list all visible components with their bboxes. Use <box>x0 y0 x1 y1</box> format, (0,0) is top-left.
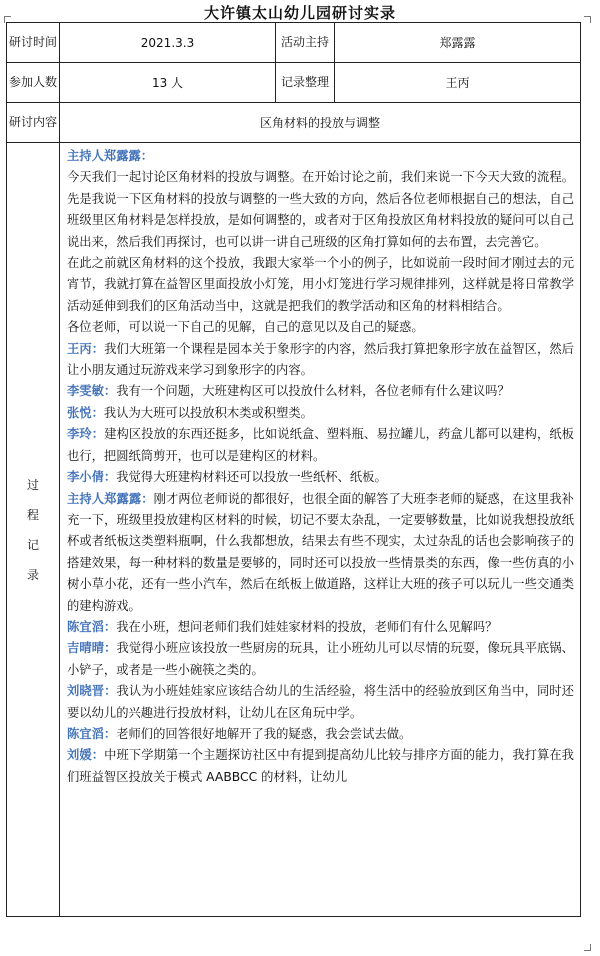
speaker-name: 主持人郑露露： <box>67 491 154 506</box>
page-corner-mark <box>584 944 591 951</box>
record-paragraph <box>67 146 574 167</box>
speech-text: 今天我们一起讨论区角材料的投放与调整。在开始讨论之前，我们来说一下今天大致的流程。先是我说一下区角材料的投放与调整的一些大致的方向，然后各位老师根据自己的想法，自己班级里区角材料是怎样投放，是如何调整的，或者对于区角投放区角材料投放的疑问可以自己说出来，然后我们再探讨，也可以讲一讲自己班级的区角打算如何的去布置，去完善它。 <box>67 170 574 249</box>
speaker-name: 李雯敏： <box>67 384 117 399</box>
speaker-name: 陈宜滔： <box>67 726 117 741</box>
count-value: 13 人 <box>60 63 276 103</box>
record-paragraph <box>67 489 574 617</box>
record-paragraph <box>67 339 574 382</box>
date-value: 2021.3.3 <box>60 23 276 63</box>
host-label: 活动主持 <box>276 23 335 63</box>
speaker-name: 刘媛： <box>67 748 105 763</box>
speaker-name: 刘晓晋： <box>67 684 117 699</box>
process-label <box>7 143 60 917</box>
recorder-label: 记录整理 <box>276 63 335 103</box>
record-paragraph <box>67 317 574 338</box>
speaker-name: 陈宜滔： <box>67 619 117 634</box>
speaker-name: 吉晴晴： <box>67 641 117 656</box>
speech-text: 我觉得大班建构材料还可以投放一些纸杯、纸板。 <box>116 470 387 485</box>
document-title: 大许镇太山幼儿园研讨实录 <box>203 4 396 22</box>
speech-text: 中班下学期第一个主题探访社区中有提到提高幼儿比较与排序方面的能力，我打算在我们班益智区投放关于模式 AABBCC 的材料，让幼儿 <box>67 748 574 784</box>
speech-text: 我觉得小班应该投放一些厨房的玩具，让小班幼儿可以尽情的玩耍，像玩具平底锅、小铲子，或者是一些小碗筷之类的。 <box>67 641 574 677</box>
speech-text: 在此之前就区角材料的这个投放，我跟大家举一个小的例子，比如说前一段时间才刚过去的元宵节，我就打算在益智区里面投放小灯笼，用小灯笼进行学习规律排列，这样就是将日常教学活动延伸到我们的区角活动当中，这就是把我们的教学活动和区角的材料相结合。 <box>67 256 574 313</box>
process-record-text <box>60 143 580 916</box>
speech-text: 刚才两位老师说的都很好，也很全面的解答了大班李老师的疑惑，在这里我补充一下，班级里投放建构区材料的时候，切记不要太杂乱，一定要够数量，比如说我想投放纸杯或者纸板这类塑料瓶啊，什么我都想放，结果去有些不现实，太过杂乱的话也会影响孩子的搭建效果，每一种材料的数量是要够的，同时还可以投放一些情景类的东西，像一些仿真的小树小草小花，还有一些小汽车，然后在纸板上做道路，这样让大班的孩子可以玩儿一些交通类的建构游戏。 <box>67 491 574 613</box>
record-table <box>6 22 581 917</box>
speaker-name: 张悦： <box>67 405 104 420</box>
record-paragraph <box>67 745 574 788</box>
record-paragraph <box>67 617 574 638</box>
count-label: 参加人数 <box>7 63 60 103</box>
speech-text: 建构区投放的东西还挺多，比如说纸盒、塑料瓶、易拉罐儿，药盒儿都可以建构，纸板也行，把圆纸筒剪开，也可以是建构区的材料。 <box>67 427 574 463</box>
speaker-name: 李玲： <box>67 427 105 442</box>
process-record-cell <box>60 143 581 917</box>
process-label-char: 程 <box>26 507 39 522</box>
speech-text: 各位老师，可以说一下自己的见解，自己的意见以及自己的疑惑。 <box>67 320 424 335</box>
speaker-name: 王丙： <box>67 341 105 356</box>
record-paragraph <box>67 403 574 424</box>
record-paragraph <box>67 381 574 402</box>
speaker-name: 李小倩： <box>67 470 117 485</box>
recorder-value: 王丙 <box>335 63 581 103</box>
speech-text: 我认为大班可以投放积木类或积塑类。 <box>103 405 313 420</box>
speech-text: 我认为小班娃娃家应该结合幼儿的生活经验，将生活中的经验放到区角当中，同时还要以幼儿的兴趣进行投放材料，让幼儿在区角玩中学。 <box>67 684 574 720</box>
speech-text: 老师们的回答很好地解开了我的疑惑，我会尝试去做。 <box>116 726 412 741</box>
process-label-char: 过 <box>26 477 39 492</box>
speech-text: 我有一个问题，大班建构区可以投放什么材料，各位老师有什么建议吗？ <box>116 384 510 399</box>
host-value: 郑露露 <box>335 23 581 63</box>
speaker-name: 主持人郑露露： <box>67 149 154 163</box>
content-value: 区角材料的投放与调整 <box>60 103 581 143</box>
speech-text: 我们大班第一个课程是园本关于象形字的内容，然后我打算把象形字放在益智区，然后让小朋友通过玩游戏来学习到象形字的内容。 <box>67 341 574 378</box>
record-paragraph <box>67 681 574 724</box>
record-paragraph <box>67 167 574 253</box>
content-label: 研讨内容 <box>7 103 60 143</box>
record-paragraph <box>67 424 574 467</box>
record-paragraph <box>67 724 574 745</box>
date-label: 研讨时间 <box>7 23 60 63</box>
process-label-char: 录 <box>26 567 39 582</box>
speech-text: 我在小班，想问老师们我们娃娃家材料的投放，老师们有什么见解吗？ <box>116 619 498 634</box>
record-paragraph <box>67 467 574 488</box>
process-label-char: 记 <box>26 537 39 552</box>
record-paragraph <box>67 638 574 681</box>
record-paragraph <box>67 253 574 317</box>
